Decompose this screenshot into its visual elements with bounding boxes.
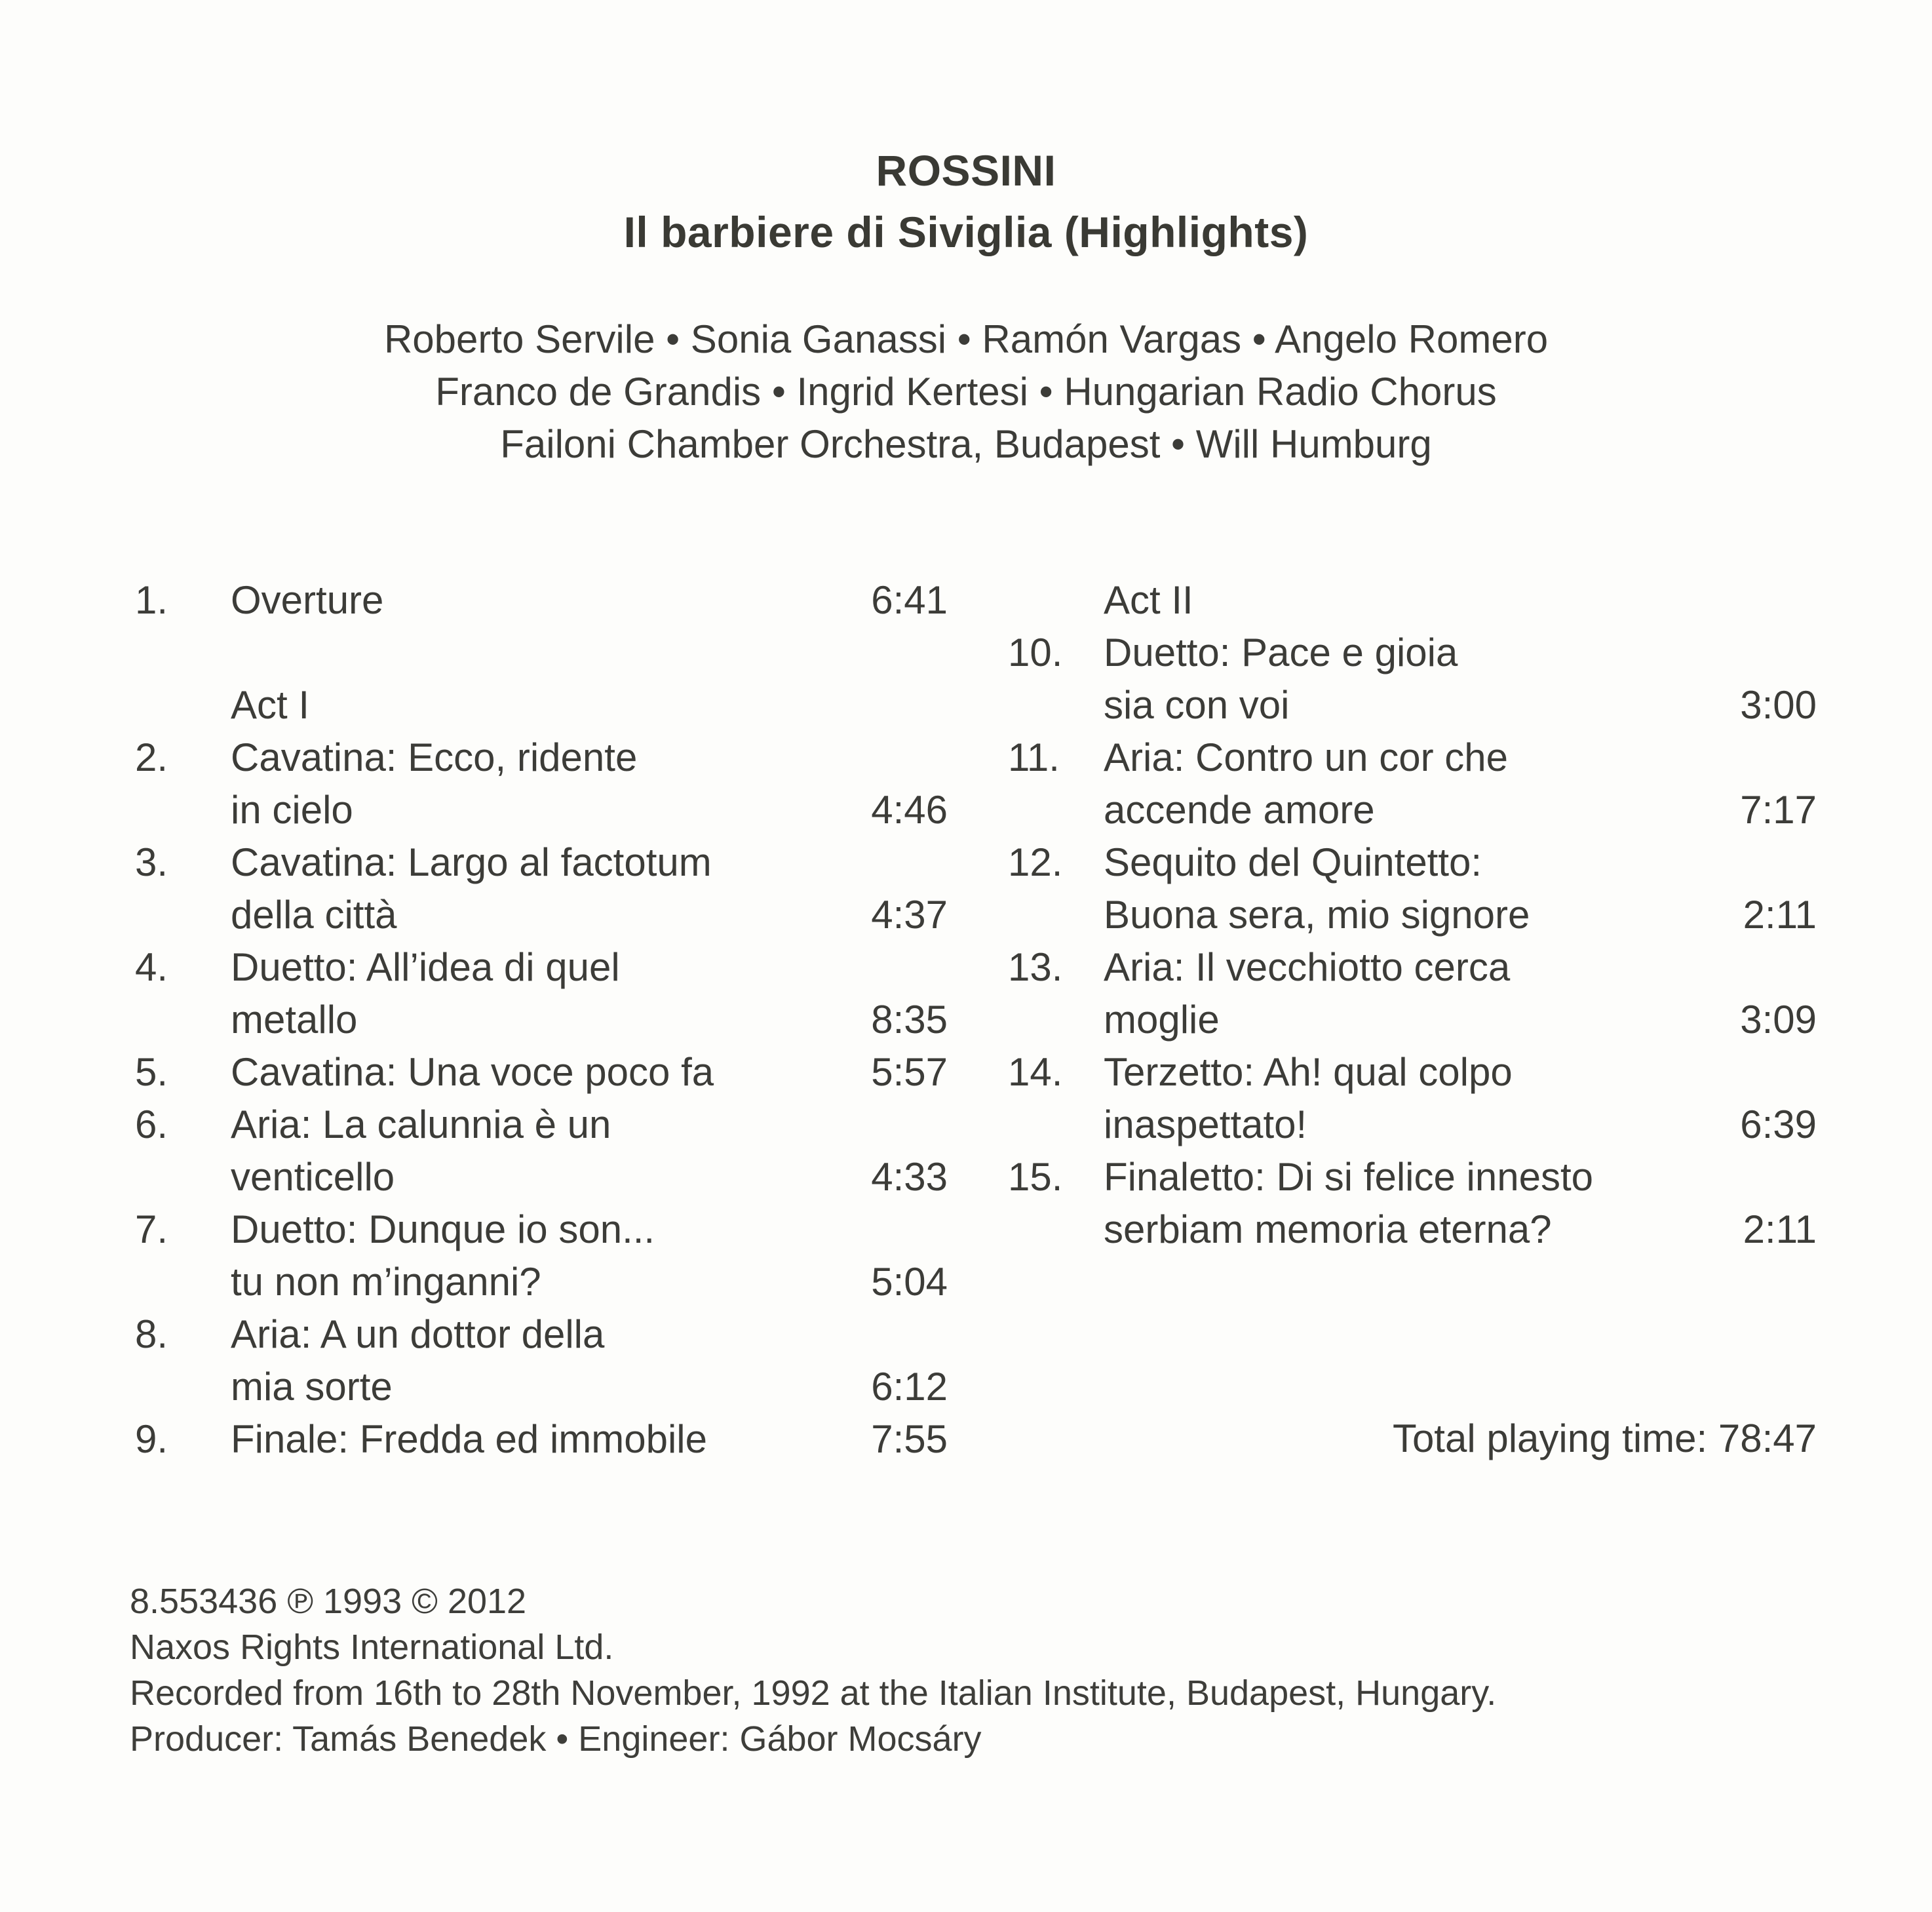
track-row xyxy=(1008,732,1817,784)
performer-credits xyxy=(0,313,1932,471)
track-number: 13. xyxy=(1008,945,1063,989)
track-title: tu non m’inganni? xyxy=(231,1260,541,1304)
track-row xyxy=(1008,679,1817,732)
track-number: 11. xyxy=(1008,735,1060,779)
track-title: Cavatina: Una voce poco fa xyxy=(231,1050,714,1094)
track-duration: 2:11 xyxy=(1743,893,1817,937)
track-title: accende amore xyxy=(1104,788,1375,832)
total-playing-time: Total playing time: 78:47 xyxy=(1392,1416,1817,1460)
track-row xyxy=(135,732,948,784)
track-row xyxy=(135,574,948,627)
track-duration: 5:04 xyxy=(871,1260,948,1304)
track-number: 10. xyxy=(1008,631,1063,674)
track-number: 12. xyxy=(1008,840,1063,884)
composer-title: ROSSINI xyxy=(876,146,1056,195)
track-row xyxy=(135,627,948,679)
track-duration: 2:11 xyxy=(1743,1207,1817,1251)
track-row xyxy=(135,1203,948,1256)
track-row xyxy=(1008,1151,1817,1203)
track-title: Finaletto: Di si felice innesto xyxy=(1104,1155,1594,1199)
track-row xyxy=(1008,784,1817,836)
track-title: Finale: Fredda ed immobile xyxy=(231,1417,708,1461)
track-row xyxy=(135,1256,948,1308)
track-number: 1. xyxy=(135,578,168,622)
recording-info: Recorded from 16th to 28th November, 1992 at the Italian Institute, Budapest, Hungary. xyxy=(130,1673,1497,1713)
track-title: Aria: Il vecchiotto cerca xyxy=(1104,945,1511,989)
track-row xyxy=(135,994,948,1046)
track-duration: 4:46 xyxy=(871,788,948,832)
track-row xyxy=(1008,889,1817,941)
track-title: serbiam memoria eterna? xyxy=(1104,1207,1552,1251)
track-number: 7. xyxy=(135,1207,168,1251)
track-title: in cielo xyxy=(231,788,353,832)
track-number: 6. xyxy=(135,1102,168,1146)
track-row xyxy=(1008,1099,1817,1151)
track-title: Cavatina: Ecco, ridente xyxy=(231,735,638,779)
track-row xyxy=(1008,574,1817,627)
track-row xyxy=(135,679,948,732)
track-number: 4. xyxy=(135,945,168,989)
track-row xyxy=(135,941,948,994)
track-row xyxy=(135,784,948,836)
track-duration: 3:09 xyxy=(1740,998,1817,1042)
track-row xyxy=(135,1361,948,1413)
track-number: 14. xyxy=(1008,1050,1063,1094)
track-duration: 8:35 xyxy=(871,998,948,1042)
track-number: 2. xyxy=(135,735,168,779)
track-title: Terzetto: Ah! qual colpo xyxy=(1104,1050,1513,1094)
tracklist-right-column xyxy=(1008,574,1817,1256)
track-title: inaspettato! xyxy=(1104,1102,1307,1146)
track-title: Aria: A un dottor della xyxy=(231,1312,605,1356)
track-duration: 6:41 xyxy=(871,578,948,622)
track-title: Aria: Contro un cor che xyxy=(1104,735,1508,779)
track-title: Duetto: Pace e gioia xyxy=(1104,631,1458,674)
track-duration: 6:39 xyxy=(1740,1102,1817,1146)
track-number: 8. xyxy=(135,1312,168,1356)
track-title: Duetto: All’idea di quel xyxy=(231,945,620,989)
track-duration: 7:55 xyxy=(871,1417,948,1461)
track-title: Cavatina: Largo al factotum xyxy=(231,840,712,884)
track-title: Act II xyxy=(1104,578,1193,622)
track-row xyxy=(1008,1203,1817,1256)
track-duration: 5:57 xyxy=(871,1050,948,1094)
track-title: moglie xyxy=(1104,998,1220,1042)
track-duration: 7:17 xyxy=(1740,788,1817,832)
track-row xyxy=(1008,836,1817,889)
track-row xyxy=(135,1151,948,1203)
track-title: Act I xyxy=(231,683,310,727)
track-duration: 4:37 xyxy=(871,893,948,937)
track-title: sia con voi xyxy=(1104,683,1290,727)
rights-holder: Naxos Rights International Ltd. xyxy=(130,1628,614,1667)
producer-engineer: Producer: Tamás Benedek • Engineer: Gábor Mocsáry xyxy=(130,1719,982,1759)
track-number: 5. xyxy=(135,1050,168,1094)
track-number: 15. xyxy=(1008,1155,1063,1199)
track-row xyxy=(135,1099,948,1151)
track-row xyxy=(135,1308,948,1361)
track-duration: 3:00 xyxy=(1740,683,1817,727)
credits-line: Failoni Chamber Orchestra, Budapest • Will Humburg xyxy=(500,422,1432,466)
credits-line: Franco de Grandis • Ingrid Kertesi • Hungarian Radio Chorus xyxy=(435,370,1497,414)
track-title: Aria: La calunnia è un xyxy=(231,1102,611,1146)
track-row xyxy=(1008,627,1817,679)
track-title: Sequito del Quintetto: xyxy=(1104,840,1482,884)
track-title: venticello xyxy=(231,1155,395,1199)
track-row xyxy=(135,836,948,889)
track-row xyxy=(135,889,948,941)
work-title: Il barbiere di Siviglia (Highlights) xyxy=(623,208,1309,256)
track-duration: 4:33 xyxy=(871,1155,948,1199)
track-title: della città xyxy=(231,893,397,937)
track-title: Duetto: Dunque io son... xyxy=(231,1207,655,1251)
credits-line: Roberto Servile • Sonia Ganassi • Ramón Vargas • Angelo Romero xyxy=(383,317,1549,361)
track-number: 3. xyxy=(135,840,168,884)
track-title: mia sorte xyxy=(231,1365,393,1409)
track-row xyxy=(1008,941,1817,994)
track-row xyxy=(1008,1046,1817,1099)
catalog-copyright: 8.553436 ℗ 1993 © 2012 xyxy=(130,1582,527,1621)
track-title: Buona sera, mio signore xyxy=(1104,893,1530,937)
tracklist-left-column xyxy=(135,574,948,1466)
track-row xyxy=(135,1046,948,1099)
footer-info xyxy=(130,1578,1496,1762)
track-number: 9. xyxy=(135,1417,168,1461)
track-title: Overture xyxy=(231,578,384,622)
track-duration: 6:12 xyxy=(871,1365,948,1409)
track-row xyxy=(135,1413,948,1466)
track-title: metallo xyxy=(231,998,358,1042)
track-row xyxy=(1008,994,1817,1046)
